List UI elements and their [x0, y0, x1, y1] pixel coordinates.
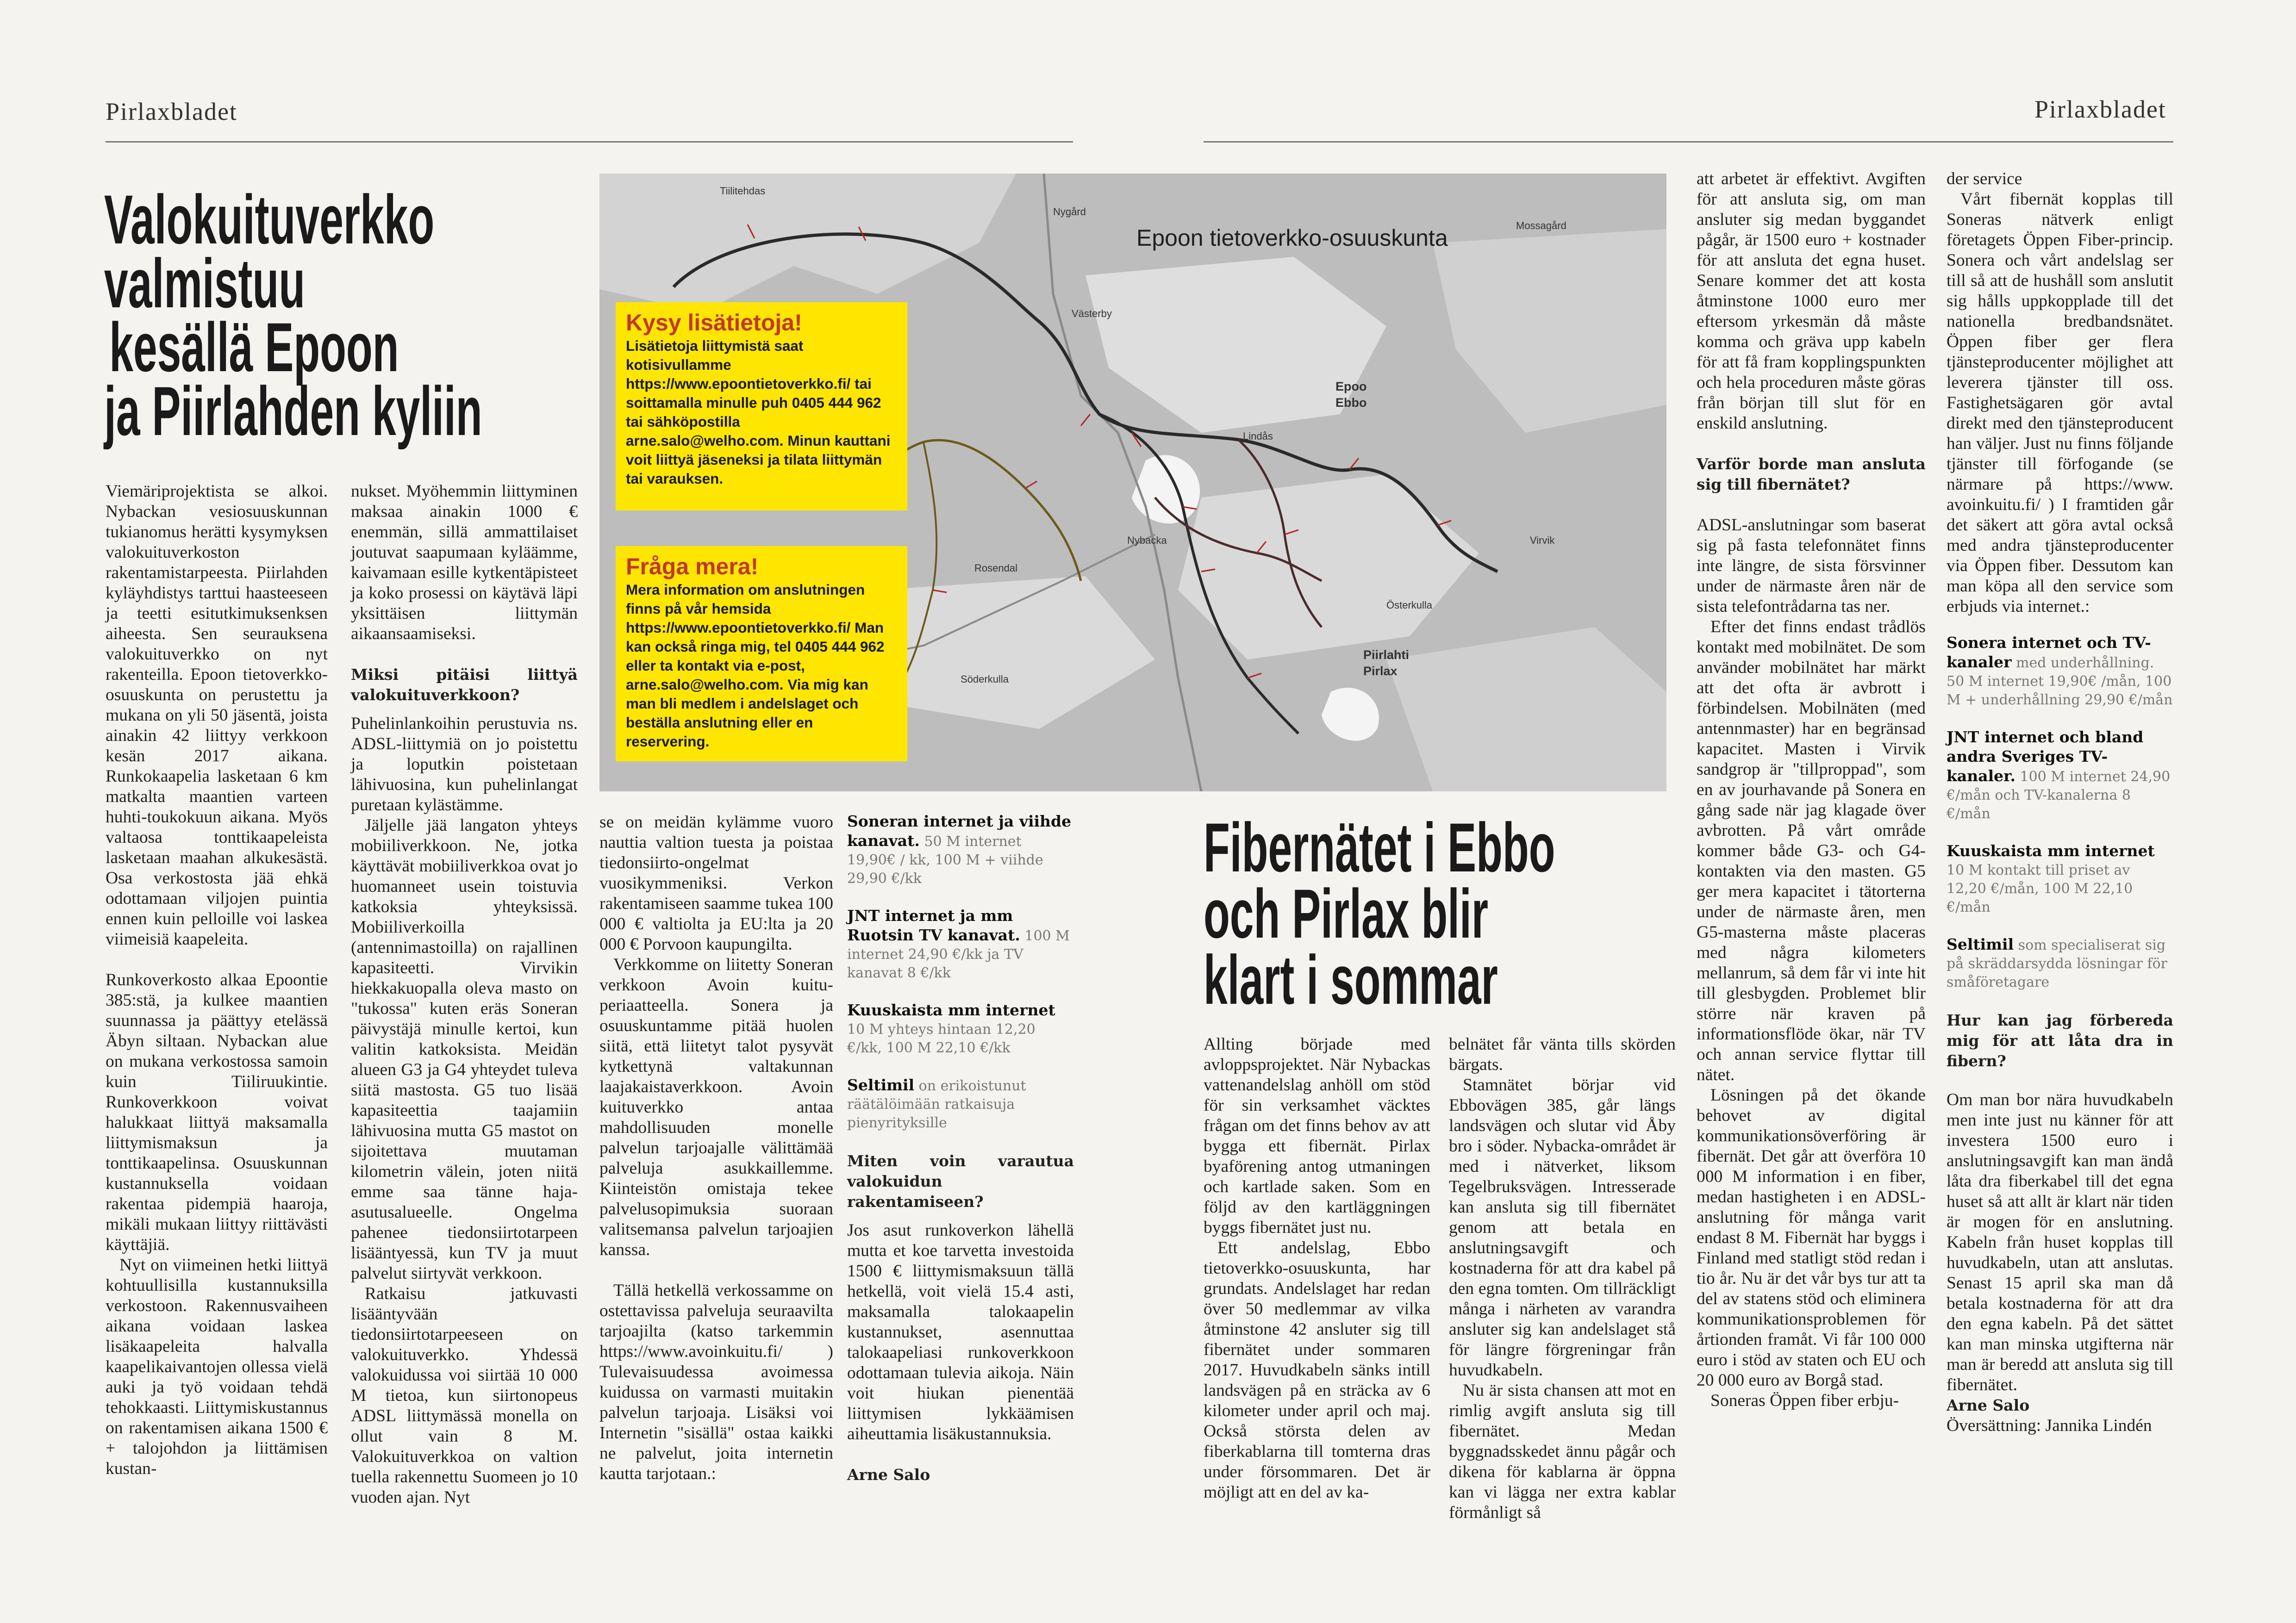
- sv-colB-para-1: belnätet får vänta tills skörden bärgats.: [1449, 1035, 1676, 1074]
- info-box-swedish-title: Fråga mera!: [626, 553, 759, 579]
- fi-col2-para-4: Ratkaisu jatkuvasti lisääntyvään tiedonsiirtotarpeeseen on valokuituverkko. Yhdessä valokuidussa voi siirtää 10 000 M tietoa, kun siirtonopeus ADSL liittymässä monella on ollut vain 8 M. Valokuituverkkoa on valtion tuella rakennettu Suomeen jo 10 vuoden ajan. Nyt: [351, 1284, 578, 1507]
- sv-headline: [1204, 808, 1771, 1019]
- fi-author: Arne Salo: [847, 1466, 930, 1484]
- map-place-soderkulla: Söderkulla: [961, 673, 1009, 685]
- sv-colC-para-3: Efter det finns endast trådlös kontakt med mobilnätet. De som använder mobilnätet har märkt att det ofta är avbrott i förbindelsen. Mobilnäten (med antennmaster) har en begränsad kapacitet. Masten i Virvik sandgrop är "tillproppad", som en av jourhavande på Sonera en gång sade när jag klagade över avbrotten. På vårt område kommer både G3- och G4- kontakten via den masten. G5 ger mera kapacitet i tätorterna under de närmaste åren, men G5-masterna måste placeras med några kilometers mellanrum, så dem får vi inte hit till glesbygden. Problemet blir större när kraven på informationsflöde ökar, när TV och annan service flyttar till nätet.: [1697, 617, 1926, 1084]
- fi-col2-para-1: nukset. Myöhemmin liittyminen maksaa ainakin 1000 € enemmän, sillä ammattilaiset joutuvat saapumaan kyläämme, kaivamaan esille kytkentäpisteet ja koko prosessi on käytävä läpi yksittäisen liittymän aikaansaamiseksi.: [351, 482, 578, 643]
- fi-headline-line-2: valmistuu: [104, 244, 306, 322]
- sv-isp-sonera: [1947, 634, 2173, 709]
- sv-colC-para-2: ADSL-anslutningar som baserat sig på fasta telefonnätet finns inte längre, de sista försvinner under de närmaste åren när de sista telefontrådarna tas ner.: [1697, 516, 1926, 616]
- info-box-swedish: [616, 546, 907, 761]
- sv-isp-seltimil-name: Seltimil: [1947, 935, 2014, 953]
- sv-colB-para-3: Nu är sista chansen att mot en rimlig avgift ansluta sig till fibernätet. Medan byggnadsskedet ännu pågår och dikena för kablarna är öppna kan vi lägga ner extra kablar förmånligt så: [1449, 1381, 1676, 1522]
- fi-isp-seltimil: [847, 1076, 1074, 1132]
- sv-isp-seltimil: [1947, 935, 2173, 992]
- fi-col3-para-2: Verkkomme on liitetty Soneran verkkoon Avoin kuitu-periaatteella. Sonera ja osuuskuntamme pitää huolen siitä, että liitetyt talot pysyvät kytkettynä valtakunnan laajakaistaverkkoon. Avoin kuituverkko antaa mahdollisuuden monelle palvelun tarjoajalle välittämää palveluja asukkaillemme. Kiinteistön omistaja tekee palvelusopimuksia suoraan valitsemansa palvelun tarjoajien kanssa.: [599, 955, 833, 1259]
- fi-col3-para-3: Tällä hetkellä verkossamme on ostettavissa palveluja seuraavilta tarjoajilta (katso tarkemmin https://www.avoinkuitu.fi/ ) Tulevaisuudessa avoimessa kuidussa on varmasti muitakin palvelun tarjoaja. Lisäksi voi Internetin "sisällä" ostaa kaikki ne palvelut, joita internetin kautta tarjotaan.:: [599, 1281, 833, 1483]
- sv-column-d: [1947, 169, 2173, 1436]
- sv-translator: Översättning: Jannika Lindén: [1947, 1416, 2152, 1435]
- sv-isp-kuuskaista-detail: 10 M kontakt till priset av 12,20 €/mån, 100 M 22,10 €/mån: [1947, 862, 2133, 915]
- sv-subheading-prepare: Hur kan jag förbereda mig för att låta dra in fibern?: [1947, 1011, 2173, 1070]
- map-place-virvik: Virvik: [1530, 535, 1555, 546]
- map-place-epoo: Epoo: [1335, 379, 1367, 393]
- sv-isp-jnt-name: JNT internet och bland andra Sveriges TV-kanaler.: [1947, 728, 2144, 785]
- map-place-osterkulla: Österkulla: [1386, 599, 1433, 611]
- fi-isp-kuuskaista-name: Kuuskaista mm internet: [847, 1001, 1055, 1019]
- fi-headline-line-3: kesällä Epoon: [109, 308, 399, 386]
- fi-isp-seltimil-detail: on erikoistunut räätälöimään ratkaisuja pienyrityksille: [847, 1078, 1026, 1131]
- sv-colD-para-2: Vårt fibernät kopplas till Soneras nätverk enligt företagets Öppen Fiber-princip. Sonera och vårt andelslag ser till så att de hushåll som anslutit sig hålls uppkopplade till det nationella bredbandsnätet. Öppen fiber ger flera tjänsteproducenter möjlighet att leverera tjänster till oss. Fastighetsägaren gör avtal direkt med den tjänsteproducent han väljer. Just nu finns följande tjänster till förfogande (se närmare på https://www. avoinkuitu.fi/ ) I framtiden går det säkert att göra avtal också med andra tjänsteproducenter via Öppen fiber. Dessutom kan man köpa all den service som erbjuds via internet.:: [1947, 190, 2173, 616]
- sv-isp-kuuskaista-name: Kuuskaista mm internet: [1947, 842, 2155, 860]
- sv-colC-para-4: Lösningen på det ökande behovet av digital kommunikationsöverföring är fibernät. Det går att överföra 10 000 M information i en fiber, medan hastigheten i en ADSL-anslutning för många varit endast 8 M. Fibernät har byggs i Finland med statligt stöd redan i tio år. Nu är det vår bys tur att ta del av statens stöd och eliminera kommunikationsproblemen för årtionden framåt. Vi får 100 000 euro i stöd av staten och EU och 20 000 euro av Borgå stad.: [1697, 1086, 1926, 1390]
- sv-isp-sonera-detail: med underhållning. 50 M internet 19,90€ /mån, 100 M + underhållning 29,90 €/mån: [1947, 655, 2173, 708]
- fi-isp-kuuskaista: [847, 1001, 1074, 1057]
- sv-isp-sonera-name: Sonera internet och TV-kanaler: [1947, 634, 2152, 671]
- fi-isp-kuuskaista-detail: 10 M yhteys hintaan 12,20 €/kk, 100 M 22,10 €/kk: [847, 1021, 1036, 1056]
- masthead-right: Pirlaxbladet: [2034, 95, 2166, 123]
- sv-colA-para-2: Ett andelslag, Ebbo tietoverkko-osuuskunta, har grundats. Andelslaget har redan över 50 medlemmar av vilka åtminstone 42 ansluter sig till fibernätet under sommaren 2017. Huvudkabeln sänks intill landsvägen på en sträcka av 6 kilometer under april och maj. Också största delen av fiberkablarna till tomterna dras under försommaren. Det är möjligt att en del av ka-: [1204, 1238, 1430, 1502]
- sv-column-c: [1697, 169, 1926, 1411]
- fi-column-2: [351, 481, 578, 1508]
- sv-column-b: [1449, 1034, 1676, 1523]
- fi-isp-sonera-detail: 50 M internet 19,90€ / kk, 100 M + viihde 29,90 €/kk: [847, 833, 1043, 887]
- fi-col4-para-1: Jos asut runkoverkon lähellä mutta et koe tarvetta investoida 1500 € liittymismaksuun tällä hetkellä, voit vielä 15.4 asti, maksamalla talokaapelin kustannukset, asennuttaa talokaapeliasi runkoverkkoon odottamaan tulevia aikoja. Näin voit hiukan pienentää liittymisen lykkäämisen aiheuttamia lisäkustannuksia.: [847, 1221, 1074, 1443]
- sv-colC-para-5: Soneras Öppen fiber erbju-: [1710, 1391, 1899, 1410]
- sv-headline-line-2: och Pirlax blir: [1204, 875, 1489, 952]
- masthead-rule-left: [106, 141, 1073, 143]
- map-place-rosendal: Rosendal: [974, 562, 1017, 574]
- sv-headline-line-1: Fibernätet i Ebbo: [1204, 808, 1555, 886]
- sv-colD-para-1: der service: [1947, 169, 2022, 188]
- fi-col2-para-2: Puhelinlankoihin perustuvia ns. ADSL-liittymiä on jo poistettu ja loputkin poistetaan lähivuosina, kun puhelinlangat puretaan kylästämme.: [351, 714, 578, 815]
- masthead-left: Pirlaxbladet: [106, 98, 237, 125]
- sv-isp-jnt: [1947, 728, 2173, 823]
- fi-column-4: [847, 812, 1074, 1485]
- fi-headline-line-4: ja Piirlahden kyliin: [104, 372, 482, 450]
- masthead-rule-right: [1204, 141, 2173, 143]
- fi-headline-line-1: Valokuituverkko: [104, 180, 435, 258]
- map-place-lindas: Lindås: [1243, 430, 1273, 442]
- fi-column-3: [599, 812, 833, 1484]
- map-place-nygard: Nygård: [1053, 206, 1086, 218]
- fi-subheading-prepare: Miten voin varautua valokuidun rakentamiseen?: [847, 1152, 1074, 1211]
- fiber-network-map: [599, 174, 1666, 791]
- info-box-swedish-text: Mera information om anslutningen finns på vår hemsida https://www.epoontietoverkko.fi/ Man kan också ringa mig, tel 0405 444 962 eller ta kontakt via e-post, arne.salo@welho.com. Via mig kan man bli medlem i andelslaget och beställa anslutning eller en reservering.: [626, 581, 885, 750]
- map-place-tiilitehdas: Tiilitehdas: [720, 185, 766, 197]
- fi-isp-seltimil-name: Seltimil: [847, 1076, 915, 1094]
- fi-col1-para-3: Nyt on viimeinen hetki liittyä kohtuullisilla kustannuksilla verkostoon. Rakennusvaiheen aikana voidaan laskea lisäkaapeleita halvalla kaapelikaivantojen ollessa vielä auki ja työ voidaan tehdä tehokkaasti. Liittymiskustannus on rakentamisen aikana 1500 € + talojohdon ja liittämisen kustan-: [106, 1256, 328, 1478]
- fi-isp-jnt-name: JNT internet ja mm Ruotsin TV kanavat.: [847, 907, 1020, 944]
- sv-isp-kuuskaista: [1947, 842, 2173, 917]
- map-place-pirlax: Pirlax: [1363, 664, 1398, 678]
- sv-subheading-why: Varför borde man ansluta sig till fibernätet?: [1697, 455, 1926, 493]
- fi-col1-para-2: Runkoverkosto alkaa Epoontie 385:stä, ja kulkee maantien suunnassa ja päättyy etelässä Äbyn siltaan. Nybackan alue on mukana verkostossa samoin kuin Tiiliruukintie. Runkoverkkoon voivat halukkaat liittyä maksamalla liittymismaksun ja tonttikaapelinsa. Osuuskunnan kustannuksella voidaan rakentaa pidempiä haaroja, mikäli mukaan liittyy riittävästi käyttäjiä.: [106, 970, 328, 1254]
- fi-isp-sonera-name: Soneran internet ja viihde kanavat.: [847, 812, 1072, 850]
- sv-isp-seltimil-detail: som specialiserat sig på skräddarsydda lösningar för småföretagare: [1947, 937, 2167, 990]
- sv-isp-jnt-detail: 100 M internet 24,90 €/mån och TV-kanalerna 8 €/mån: [1947, 769, 2171, 822]
- info-box-finnish-title: Kysy lisätietoja!: [626, 310, 802, 336]
- info-box-finnish-text: Lisätietoja liittymistä saat kotisivullamme https://www.epoontietoverkko.fi/ tai soittamalla minulle puh 0405 444 962 tai sähköpostilla arne.salo@welho.com. Minun kauttani voit liittyä jäseneksi ja tilata liittymän tai varauksen.: [626, 337, 891, 487]
- fi-col2-para-3: Jäljelle jää langaton yhteys mobiiliverkkoon. Ne, jotka käyttävät mobiiliverkkoa ovat jo huomanneet usein toistuvia katkoksia yhteyksissä. Mobiiliverkoilla (antennimastoilla) on rajallinen kapasiteetti. Virvikin hiekkakuopalla oleva masto on "tukossa" kuten eräs Soneran päivystäjä minulle kertoi, kun valitin katkoksista. Meidän alueen G3 ja G4 yhteydet tuleva siitä mastosta. G5 tuo lisää kapasiteettia taajamiin lähivuosina mutta G5 mastot on sijoitettava muutaman kilometrin välein, joten niitä emme saa tänne haja-asutusalueelle. Ongelma pahenee tiedonsiirtotarpeen lisääntyessä, kun TV ja muut palvelut siirtyvät verkkoon.: [351, 816, 578, 1283]
- map-title: Epoon tietoverkko-osuuskunta: [1136, 225, 1448, 251]
- map-place-nybacka: Nybacka: [1127, 535, 1167, 546]
- fi-col1-para-1: Viemäriprojektista se alkoi. Nybackan vesiosuuskunnan tukianomus herätti kysymyksen valokuituverkoston rakentamistarpeesta. Piirlahden kyläyhdistys tarttui haasteeseen ja teetti esitutkimuksenksen aiheesta. Sen seurauksena valokuituverkko on nyt rakenteilla. Epoon tietoverkko-osuuskunta on perustettu ja mukana on yli 50 jäsentä, joista ainakin 42 liittyy verkkoon kesän 2017 aikana. Runkokaapelia lasketaan 6 km matkalta maantien varteen huhti-toukokuun aikana. Myös valtaosa tonttikaapeleista lasketaan maahan alkukesästä. Osa verkostosta jää ehkä odottamaan viljojen puintia ennen kuin pelloille voi laskea viimeisiä kaapeleita.: [106, 482, 328, 949]
- sv-colD-para-3: Om man bor nära huvudkabeln men inte just nu känner för att investera 1500 euro i anslutningsavgift kan man ändå låta dra fiberkabel till det egna huset så att allt är klart när tiden är mogen för en anslutning. Kabeln från huset kopplas till huvudkabeln, utan att anslutas. Senast 15 april ska man då betala kostnaderna för att dra den egna kabeln. På det sättet kan man minska utgifterna när man är beredd att ansluta sig till fibernätet.: [1947, 1090, 2173, 1394]
- fi-isp-jnt: [847, 907, 1074, 983]
- sv-author: Arne Salo: [1947, 1396, 2030, 1414]
- fi-column-1: [106, 481, 328, 1479]
- map-place-piirlahti: Piirlahti: [1363, 648, 1410, 662]
- sv-colC-para-1: att arbetet är effektivt. Avgiften för att ansluta sig, om man ansluter sig medan byggandet pågår, är 1500 euro + kostnader för att ansluta det egna huset. Senare kommer det att kosta åtminstone 1000 euro mer eftersom yrkesmän då måste komma och gräva upp kabeln för att få fram kopplingspunkten och hela proceduren måste göras från början till slut för en enskild anslutning.: [1697, 169, 1926, 433]
- sv-headline-line-3: klart i sommar: [1204, 941, 1498, 1019]
- sv-colA-para-1: Allting började med avloppsprojektet. När Nybackas vattenandelslag anhöll om stöd för sin verksamhet väcktes frågan om det finns behov av att bygga ett fibernät. Pirlax byaförening antog utmaningen och kartlade saken. Som en följd av den kartläggningen byggs fibernätet just nu.: [1204, 1035, 1430, 1237]
- sv-column-a: [1204, 1034, 1430, 1503]
- fi-subheading-why: Miksi pitäisi liittyä valokuituverkkoon?: [351, 665, 578, 704]
- info-box-finnish: [616, 302, 907, 510]
- fi-col3-para-1: se on meidän kylämme vuoro nauttia valtion tuesta ja poistaa tiedonsiirto-ongelmat vuosikymmeniksi. Verkon rakentamiseen saamme tukea 100 000 € valtiolta ja EU:lta ja 20 000 € Porvoon kaupungilta.: [599, 813, 834, 954]
- map-place-vasterby: Västerby: [1072, 308, 1112, 319]
- fi-isp-sonera: [847, 812, 1074, 888]
- fi-isp-jnt-detail: 100 M internet 24,90 €/kk ja TV kanavat 8 €/kk: [847, 928, 1070, 981]
- map-place-ebbo: Ebbo: [1335, 396, 1367, 410]
- map-place-mossagard: Mossagård: [1516, 220, 1566, 231]
- sv-colB-para-2: Stamnätet börjar vid Ebbovägen 385, går längs landsvägen och slutar vid Åby bro i söder. Nybacka-området är med i nätverket, liksom Tegelbruksvägen. Intresserade kan ansluta sig till fibernätet genom att betala en anslutningsavgift och kostnaderna för att dra kabel på den egna tomten. Om tillräckligt många i närheten av varandra ansluter sig kan andelslaget stå för längre förgreningar från huvudkabeln.: [1449, 1076, 1676, 1380]
